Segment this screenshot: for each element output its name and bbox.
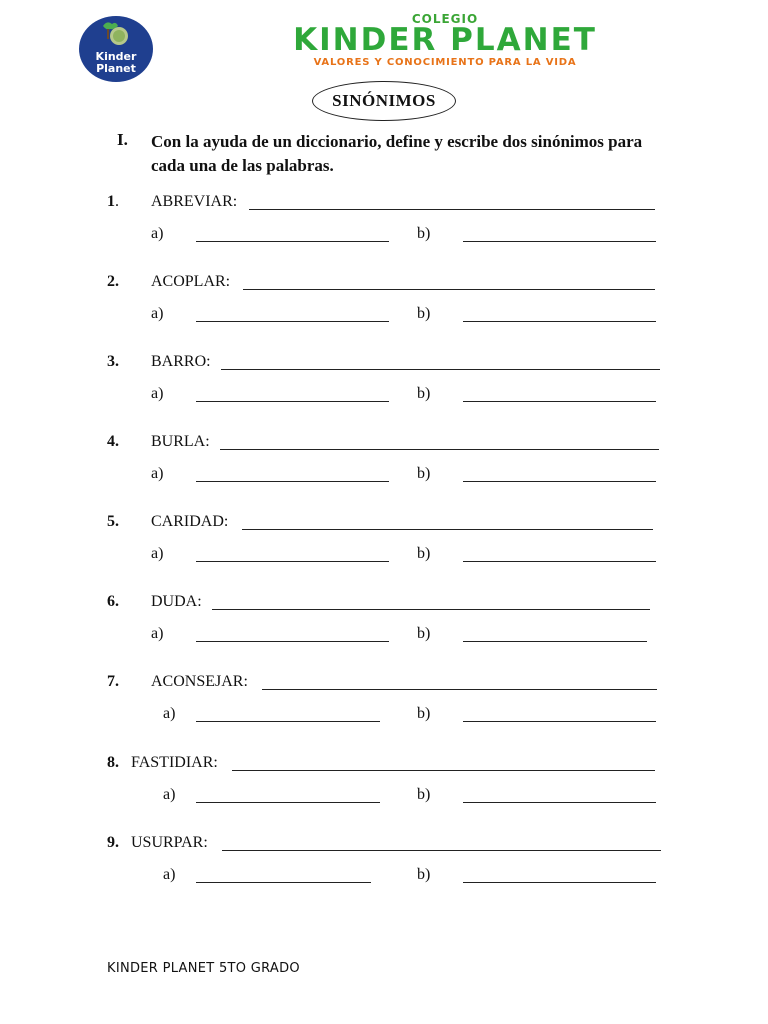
item-number: 1: [107, 193, 115, 210]
worksheet-title: [312, 81, 456, 121]
synonym-a-blank[interactable]: [196, 561, 389, 562]
section-number: I.: [117, 130, 128, 149]
synonym-b-blank[interactable]: [463, 561, 656, 562]
synonym-a-blank[interactable]: [196, 721, 380, 722]
definition-blank[interactable]: [262, 689, 657, 690]
synonym-a-blank[interactable]: [196, 241, 389, 242]
synonym-b-label: b): [417, 545, 431, 562]
item-word: DUDA:: [151, 593, 202, 610]
synonym-b-blank[interactable]: [463, 641, 647, 642]
synonym-a-blank[interactable]: [196, 401, 389, 402]
synonym-b-blank[interactable]: [463, 401, 656, 402]
logo-text-kinder: Kinder: [95, 50, 137, 63]
synonym-b-label: b): [417, 225, 431, 242]
item-number: 9.: [107, 834, 119, 851]
synonym-b-blank[interactable]: [463, 721, 656, 722]
item-word: BURLA:: [151, 433, 210, 450]
item-number-separator: .: [115, 193, 119, 210]
synonym-a-blank[interactable]: [196, 641, 389, 642]
synonym-a-blank[interactable]: [196, 321, 389, 322]
footer-text: KINDER PLANET 5TO GRADO: [107, 961, 300, 976]
item-word: ACOPLAR:: [151, 273, 231, 290]
item-word: ACONSEJAR:: [151, 673, 248, 690]
definition-blank[interactable]: [249, 209, 655, 210]
synonym-b-label: b): [417, 705, 431, 722]
synonym-a-label: a): [163, 786, 176, 803]
item-number: 7.: [107, 673, 119, 690]
definition-blank[interactable]: [242, 529, 653, 530]
synonym-a-label: a): [151, 465, 164, 482]
synonym-b-label: b): [417, 625, 431, 642]
synonym-a-label: a): [151, 225, 164, 242]
synonym-b-label: b): [417, 465, 431, 482]
school-motto: VALORES Y CONOCIMIENTO PARA LA VIDA: [313, 57, 577, 68]
item-number: 4.: [107, 433, 119, 450]
synonym-b-blank[interactable]: [463, 241, 656, 242]
synonym-a-blank[interactable]: [196, 882, 371, 883]
definition-blank[interactable]: [221, 369, 660, 370]
item-word: CARIDAD:: [151, 513, 229, 530]
synonym-b-label: b): [417, 786, 431, 803]
definition-blank[interactable]: [220, 449, 659, 450]
definition-blank[interactable]: [243, 289, 655, 290]
synonym-b-label: b): [417, 305, 431, 322]
synonym-b-label: b): [417, 385, 431, 402]
synonym-a-blank[interactable]: [196, 802, 380, 803]
synonym-b-blank[interactable]: [463, 481, 656, 482]
synonym-b-blank[interactable]: [463, 802, 656, 803]
item-word: FASTIDIAR:: [131, 754, 218, 771]
item-number: 8.: [107, 754, 119, 771]
definition-blank[interactable]: [222, 850, 661, 851]
logo-text-planet: Planet: [96, 62, 136, 75]
item-number: 3.: [107, 353, 119, 370]
synonym-a-label: a): [163, 705, 176, 722]
definition-blank[interactable]: [212, 609, 650, 610]
synonym-a-label: a): [151, 545, 164, 562]
school-name: KINDER PLANET: [293, 22, 597, 58]
synonym-b-blank[interactable]: [463, 321, 656, 322]
item-word: ABREVIAR:: [151, 193, 238, 210]
item-number: 2.: [107, 273, 119, 290]
synonym-b-blank[interactable]: [463, 882, 656, 883]
worksheet-title-text: SINÓNIMOS: [332, 91, 436, 110]
item-word: BARRO:: [151, 353, 211, 370]
synonym-a-blank[interactable]: [196, 481, 389, 482]
definition-blank[interactable]: [232, 770, 655, 771]
item-number: 5.: [107, 513, 119, 530]
item-word: USURPAR:: [131, 834, 208, 851]
synonym-a-label: a): [163, 866, 176, 883]
synonym-b-label: b): [417, 866, 431, 883]
synonym-a-label: a): [151, 625, 164, 642]
item-number: 6.: [107, 593, 119, 610]
school-type-label: COLEGIO: [411, 12, 479, 26]
synonym-a-label: a): [151, 385, 164, 402]
instruction-text: Con la ayuda de un diccionario, define y escribe dos sinónimos para cada una de las palabras.: [151, 132, 643, 175]
synonym-a-label: a): [151, 305, 164, 322]
school-logo: [79, 16, 153, 82]
